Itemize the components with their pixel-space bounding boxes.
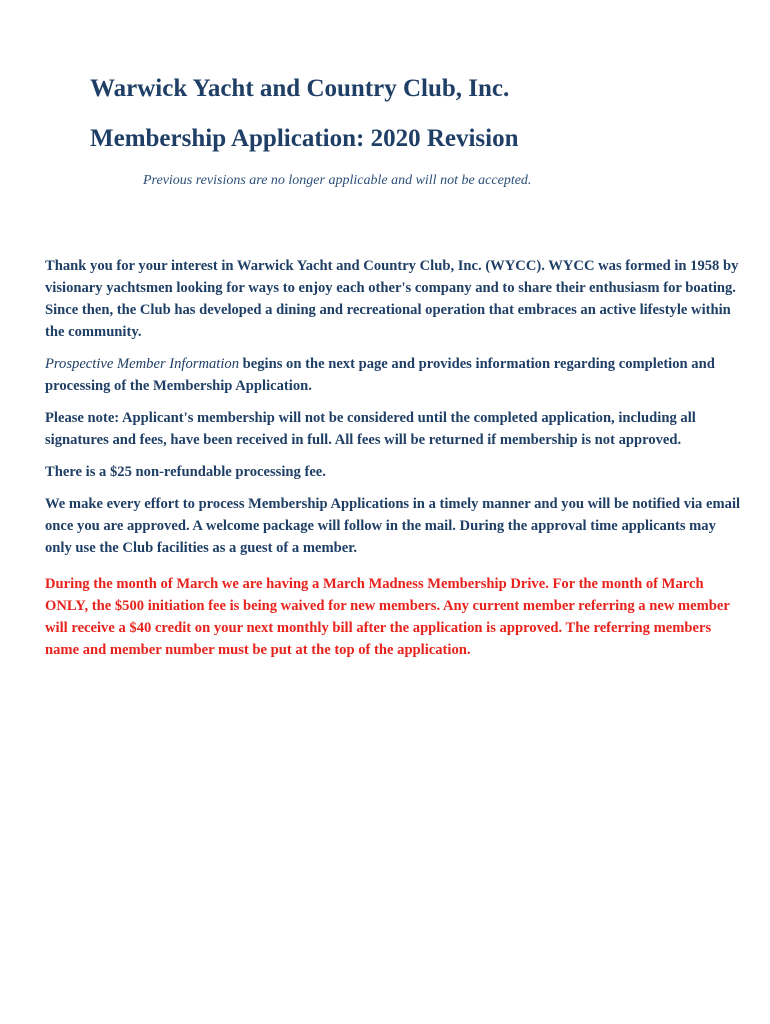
- intro-paragraph: Thank you for your interest in Warwick Yacht and Country Club, Inc. (WYCC). WYCC was formed in 1958 by visionary yachtsmen looking for ways to enjoy each other's company and to share their enthusiasm for boating. Since then, the Club has developed a dining and recreational operation that embraces an active lifestyle within the community.: [45, 258, 739, 340]
- prospective-info-reference: Prospective Member Information: [45, 356, 239, 372]
- please-note-paragraph: Please note: Applicant's membership will not be considered until the completed application, including all signatures and fees, have been received in full. All fees will be returned if membership is not approved.: [45, 410, 696, 448]
- application-title: Membership Application: 2020 Revision: [90, 125, 519, 152]
- processing-fee-paragraph: There is a $25 non-refundable processing fee.: [45, 464, 326, 480]
- prospective-info-paragraph: [45, 353, 745, 397]
- march-promo-paragraph: During the month of March we are having a March Madness Membership Drive. For the month of March ONLY, the $500 initiation fee is being waived for new members. Any current member referring a new member will receive a $40 credit on your next monthly bill after the application is approved. The referring members name and member number must be put at the top of the application.: [45, 576, 730, 658]
- document-body: [45, 255, 745, 671]
- club-name-title: Warwick Yacht and Country Club, Inc.: [90, 75, 510, 102]
- prospective-info-text: begins on the next page and provides information regarding completion and processing of the Membership Application.: [45, 356, 715, 394]
- revision-notice: Previous revisions are no longer applicable and will not be accepted.: [143, 173, 532, 188]
- processing-time-paragraph: We make every effort to process Membership Applications in a timely manner and you will be notified via email once you are approved. A welcome package will follow in the mail. During the approval time applicants may only use the Club facilities as a guest of a member.: [45, 496, 741, 556]
